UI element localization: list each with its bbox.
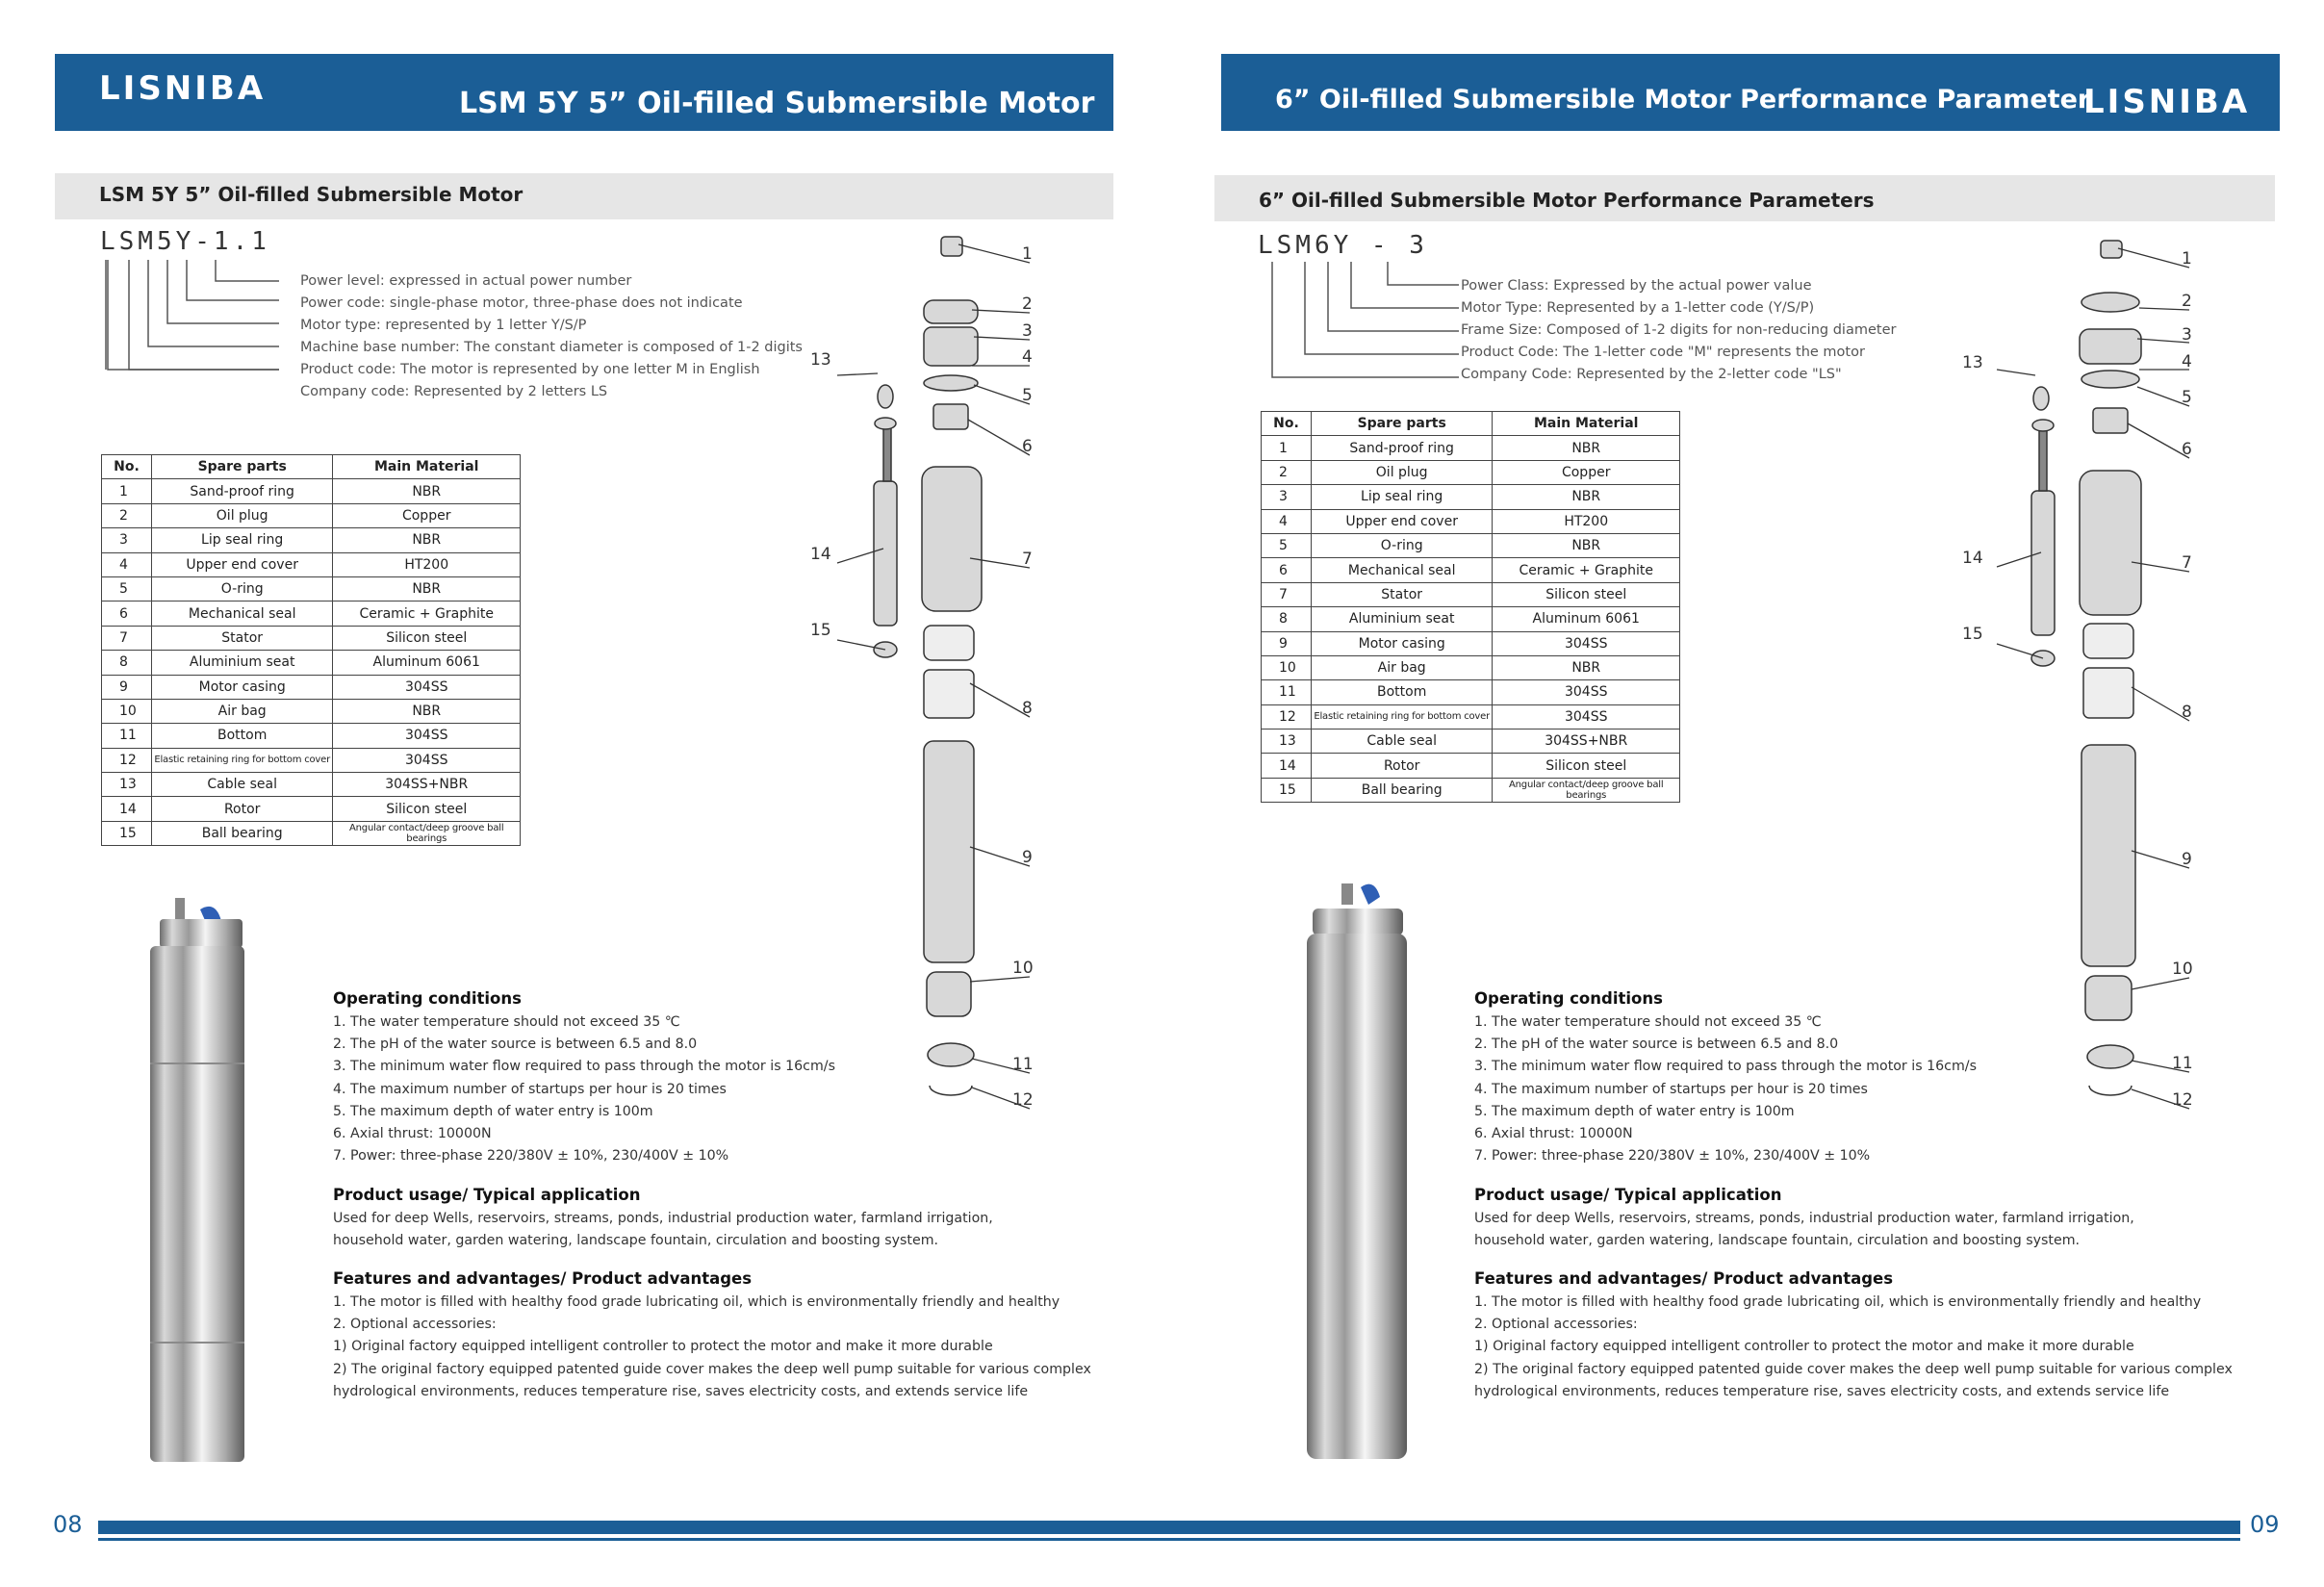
diagram-callouts <box>1962 249 2193 1110</box>
features-line: 2. Optional accessories: <box>1474 1317 1638 1333</box>
table-row <box>102 821 521 845</box>
table-row <box>102 748 521 772</box>
spare-part-name: Bottom <box>1311 680 1493 704</box>
left-model-code: LSM5Y-1.1 <box>100 227 270 256</box>
table-row <box>102 675 521 699</box>
row-number: 8 <box>102 651 152 675</box>
model-desc-line: Company Code: Represented by the 2-letter code "LS" <box>1461 367 1842 382</box>
operating-item: 2. The pH of the water source is between 6.5 and 8.0 <box>1474 1037 1839 1053</box>
main-material: NBR <box>333 528 521 552</box>
operating-item: 3. The minimum water flow required to pass through the motor is 16cm/s <box>1474 1059 1977 1075</box>
spare-part-name: Air bag <box>151 699 333 723</box>
left-usage-title: Product usage/ Typical application <box>333 1186 641 1204</box>
usage-line: household water, garden watering, landscape fountain, circulation and boosting system. <box>333 1233 939 1249</box>
diagram-label: 8 <box>2182 703 2192 722</box>
left-features-title: Features and advantages/ Product advantages <box>333 1269 753 1288</box>
row-number: 3 <box>102 528 152 552</box>
table-row <box>1262 730 1680 754</box>
left-header-title: LSM 5Y 5” Oil-filled Submersible Motor <box>459 87 1095 120</box>
spare-part-name: Stator <box>1311 582 1493 606</box>
operating-item: 7. Power: three-phase 220/380V ± 10%, 230/400V ± 10% <box>1474 1148 1871 1165</box>
operating-item: 4. The maximum number of startups per hour is 20 times <box>1474 1081 1868 1097</box>
features-line: 2) The original factory equipped patented guide cover makes the deep well pump suitable for various complex <box>1474 1361 2233 1377</box>
row-number: 7 <box>1262 582 1312 606</box>
row-number: 5 <box>102 576 152 601</box>
row-number: 7 <box>102 626 152 650</box>
model-desc-line: Motor Type: Represented by a 1-letter code (Y/S/P) <box>1461 300 1815 316</box>
main-material: NBR <box>1493 436 1680 460</box>
table-row <box>102 552 521 576</box>
table-row <box>1262 558 1680 582</box>
table-row <box>102 724 521 748</box>
diagram-label: 1 <box>2182 249 2192 269</box>
main-material: Silicon steel <box>1493 582 1680 606</box>
footer-rule <box>98 1538 2240 1541</box>
diagram-label: 14 <box>810 545 831 564</box>
operating-item: 7. Power: three-phase 220/380V ± 10%, 230/400V ± 10% <box>333 1148 729 1165</box>
spare-part-name: Lip seal ring <box>1311 485 1493 509</box>
operating-item: 5. The maximum depth of water entry is 100m <box>1474 1103 1795 1119</box>
spare-part-name: Elastic retaining ring for bottom cover <box>1311 704 1493 729</box>
row-number: 10 <box>102 699 152 723</box>
main-material: Silicon steel <box>1493 754 1680 778</box>
right-operating-list <box>1474 1011 1977 1167</box>
right-header-bar <box>1221 54 2280 131</box>
diagram-label: 1 <box>1022 244 1033 264</box>
row-number: 5 <box>1262 533 1312 557</box>
row-number: 9 <box>1262 631 1312 655</box>
spare-part-name: Bottom <box>151 724 333 748</box>
table-row <box>102 576 521 601</box>
spare-part-name: Cable seal <box>1311 730 1493 754</box>
diagram-label: 2 <box>1022 294 1033 314</box>
diagram-label: 13 <box>1962 353 1983 372</box>
table-row <box>1262 655 1680 679</box>
main-material: Copper <box>1493 460 1680 484</box>
model-desc-line: Product code: The motor is represented by one letter M in English <box>300 362 760 377</box>
spare-part-name: Oil plug <box>151 503 333 527</box>
main-material: 304SS+NBR <box>333 773 521 797</box>
left-parts-table <box>101 454 521 846</box>
table-row <box>1262 778 1680 802</box>
spare-part-name: Cable seal <box>151 773 333 797</box>
main-material: Silicon steel <box>333 626 521 650</box>
left-section-title: LSM 5Y 5” Oil-filled Submersible Motor <box>99 183 524 206</box>
table-row <box>102 699 521 723</box>
diagram-label: 12 <box>1012 1090 1034 1110</box>
main-material: HT200 <box>333 552 521 576</box>
diagram-label: 11 <box>1012 1055 1034 1074</box>
row-number: 2 <box>102 503 152 527</box>
right-usage-title: Product usage/ Typical application <box>1474 1186 1782 1204</box>
main-material: 304SS <box>333 748 521 772</box>
table-row <box>102 503 521 527</box>
left-operating-title: Operating conditions <box>333 989 522 1008</box>
features-line: hydrological environments, reduces temperature rise, saves electricity costs, and extends service life <box>333 1383 1029 1399</box>
table-row <box>102 626 521 650</box>
model-desc-line: Power level: expressed in actual power number <box>300 273 632 289</box>
row-number: 10 <box>1262 655 1312 679</box>
diagram-label: 10 <box>2172 960 2193 979</box>
row-number: 12 <box>1262 704 1312 729</box>
main-material: Ceramic + Graphite <box>333 602 521 626</box>
main-material: Ceramic + Graphite <box>1493 558 1680 582</box>
table-row <box>1262 533 1680 557</box>
spare-part-name: Sand-proof ring <box>151 479 333 503</box>
table-row <box>1262 509 1680 533</box>
operating-item: 6. Axial thrust: 10000N <box>333 1125 492 1141</box>
diagram-label: 13 <box>810 350 831 370</box>
right-model-code: LSM6Y - 3 <box>1258 231 1428 260</box>
col-header-spare-parts: Spare parts <box>151 455 333 479</box>
left-usage-text <box>333 1208 993 1252</box>
spare-part-name: Stator <box>151 626 333 650</box>
operating-item: 5. The maximum depth of water entry is 100m <box>333 1103 653 1119</box>
table-row <box>1262 607 1680 631</box>
table-row <box>1262 680 1680 704</box>
diagram-label: 4 <box>2182 352 2192 371</box>
right-page-number: 09 <box>2250 1511 2280 1538</box>
spare-part-name: Ball bearing <box>1311 778 1493 802</box>
model-desc-line: Company code: Represented by 2 letters LS <box>300 384 608 399</box>
left-motor-photo <box>144 890 250 1468</box>
left-model-description <box>300 270 803 403</box>
right-parts-table <box>1261 411 1680 803</box>
spare-part-name: Rotor <box>1311 754 1493 778</box>
diagram-label: 6 <box>1022 437 1033 456</box>
table-row <box>102 773 521 797</box>
table-row <box>1262 582 1680 606</box>
row-number: 12 <box>102 748 152 772</box>
right-section-bar <box>1214 175 2275 221</box>
row-number: 15 <box>1262 778 1312 802</box>
row-number: 13 <box>102 773 152 797</box>
row-number: 11 <box>102 724 152 748</box>
table-row <box>1262 436 1680 460</box>
usage-line: household water, garden watering, landscape fountain, circulation and boosting system. <box>1474 1233 2081 1249</box>
spare-part-name: Upper end cover <box>151 552 333 576</box>
row-number: 1 <box>1262 436 1312 460</box>
right-section-title: 6” Oil-filled Submersible Motor Performance Parameters <box>1259 189 1875 212</box>
row-number: 9 <box>102 675 152 699</box>
spare-part-name: Air bag <box>1311 655 1493 679</box>
main-material: NBR <box>1493 655 1680 679</box>
model-desc-line: Motor type: represented by 1 letter Y/S/P <box>300 318 587 333</box>
main-material: 304SS <box>1493 631 1680 655</box>
col-header-no: No. <box>102 455 152 479</box>
diagram-label: 5 <box>1022 386 1033 405</box>
spare-part-name: Rotor <box>151 797 333 821</box>
main-material: 304SS <box>333 724 521 748</box>
col-header-no: No. <box>1262 412 1312 436</box>
left-logo: LISNIBA <box>99 69 267 108</box>
usage-line: Used for deep Wells, reservoirs, streams, ponds, industrial production water, farmland irrigation, <box>333 1211 993 1226</box>
spare-part-name: Aluminium seat <box>151 651 333 675</box>
table-row <box>102 651 521 675</box>
right-header-title: 6” Oil-filled Submersible Motor Performance Parameter <box>1275 85 2091 115</box>
diagram-label: 6 <box>2182 440 2192 459</box>
operating-item: 6. Axial thrust: 10000N <box>1474 1125 1633 1141</box>
features-line: 2. Optional accessories: <box>333 1317 497 1333</box>
row-number: 4 <box>1262 509 1312 533</box>
row-number: 6 <box>1262 558 1312 582</box>
row-number: 3 <box>1262 485 1312 509</box>
row-number: 14 <box>1262 754 1312 778</box>
right-features-title: Features and advantages/ Product advantages <box>1474 1269 1894 1288</box>
main-material: Angular contact/deep groove ball bearings <box>333 821 521 845</box>
left-header-bar <box>55 54 1113 131</box>
spare-part-name: Upper end cover <box>1311 509 1493 533</box>
diagram-label: 7 <box>2182 553 2192 573</box>
diagram-label: 9 <box>1022 848 1033 867</box>
right-usage-text <box>1474 1208 2134 1252</box>
row-number: 11 <box>1262 680 1312 704</box>
table-row <box>1262 485 1680 509</box>
model-desc-line: Machine base number: The constant diameter is composed of 1-2 digits <box>300 340 803 355</box>
main-material: NBR <box>1493 533 1680 557</box>
spare-part-name: Sand-proof ring <box>1311 436 1493 460</box>
row-number: 1 <box>102 479 152 503</box>
model-desc-line: Power Class: Expressed by the actual power value <box>1461 278 1812 294</box>
diagram-label: 3 <box>2182 325 2192 345</box>
row-number: 15 <box>102 821 152 845</box>
features-line: 2) The original factory equipped patented guide cover makes the deep well pump suitable for various complex <box>333 1361 1091 1377</box>
operating-item: 3. The minimum water flow required to pass through the motor is 16cm/s <box>333 1059 835 1075</box>
main-material: NBR <box>1493 485 1680 509</box>
row-number: 4 <box>102 552 152 576</box>
row-number: 13 <box>1262 730 1312 754</box>
diagram-label: 4 <box>1022 347 1033 367</box>
row-number: 14 <box>102 797 152 821</box>
features-line: 1) Original factory equipped intelligent controller to protect the motor and make it more durable <box>1474 1339 2134 1355</box>
col-header-material: Main Material <box>1493 412 1680 436</box>
diagram-label: 7 <box>1022 550 1033 569</box>
main-material: Copper <box>333 503 521 527</box>
right-operating-title: Operating conditions <box>1474 989 1663 1008</box>
diagram-label: 15 <box>810 621 831 640</box>
table-row <box>102 797 521 821</box>
right-exploded-diagram <box>1958 235 2209 1120</box>
left-model-tree <box>96 252 308 377</box>
row-number: 8 <box>1262 607 1312 631</box>
row-number: 6 <box>102 602 152 626</box>
model-desc-line: Power code: single-phase motor, three-phase does not indicate <box>300 295 743 311</box>
spare-part-name: Motor casing <box>1311 631 1493 655</box>
diagram-label: 2 <box>2182 292 2192 311</box>
left-page-number: 08 <box>53 1511 83 1538</box>
main-material: 304SS <box>333 675 521 699</box>
operating-item: 1. The water temperature should not exceed 35 ℃ <box>1474 1014 1822 1030</box>
main-material: Aluminum 6061 <box>333 651 521 675</box>
main-material: NBR <box>333 699 521 723</box>
diagram-label: 9 <box>2182 850 2192 869</box>
diagram-label: 10 <box>1012 959 1034 978</box>
usage-line: Used for deep Wells, reservoirs, streams, ponds, industrial production water, farmland irrigation, <box>1474 1211 2134 1226</box>
table-row <box>1262 460 1680 484</box>
table-row <box>102 479 521 503</box>
right-features-list <box>1474 1292 2233 1403</box>
main-material: Aluminum 6061 <box>1493 607 1680 631</box>
main-material: 304SS <box>1493 704 1680 729</box>
main-material: HT200 <box>1493 509 1680 533</box>
main-material: Silicon steel <box>333 797 521 821</box>
model-desc-line: Product Code: The 1-letter code "M" represents the motor <box>1461 345 1865 360</box>
left-exploded-diagram <box>799 231 1049 1116</box>
main-material: NBR <box>333 479 521 503</box>
left-operating-list <box>333 1011 835 1167</box>
left-section-bar <box>55 173 1113 219</box>
table-row <box>102 528 521 552</box>
diagram-label: 3 <box>1022 321 1033 341</box>
main-material: 304SS+NBR <box>1493 730 1680 754</box>
spare-part-name: Mechanical seal <box>151 602 333 626</box>
diagram-label: 5 <box>2182 388 2192 407</box>
spare-part-name: Mechanical seal <box>1311 558 1493 582</box>
operating-item: 1. The water temperature should not exceed 35 ℃ <box>333 1014 680 1030</box>
operating-item: 4. The maximum number of startups per hour is 20 times <box>333 1081 727 1097</box>
operating-item: 2. The pH of the water source is between 6.5 and 8.0 <box>333 1037 698 1053</box>
table-row <box>1262 754 1680 778</box>
table-row <box>1262 631 1680 655</box>
features-line: 1. The motor is filled with healthy food grade lubricating oil, which is environmentally friendly and healthy <box>333 1294 1060 1310</box>
diagram-label: 8 <box>1022 699 1033 718</box>
main-material: Angular contact/deep groove ball bearings <box>1493 778 1680 802</box>
main-material: NBR <box>333 576 521 601</box>
diagram-label: 11 <box>2172 1054 2193 1073</box>
spare-part-name: Ball bearing <box>151 821 333 845</box>
spare-part-name: Oil plug <box>1311 460 1493 484</box>
spare-part-name: O-ring <box>151 576 333 601</box>
spare-part-name: Lip seal ring <box>151 528 333 552</box>
features-line: 1) Original factory equipped intelligent controller to protect the motor and make it more durable <box>333 1339 993 1355</box>
col-header-spare-parts: Spare parts <box>1311 412 1493 436</box>
diagram-label: 12 <box>2172 1090 2193 1110</box>
col-header-material: Main Material <box>333 455 521 479</box>
row-number: 2 <box>1262 460 1312 484</box>
features-line: hydrological environments, reduces temperature rise, saves electricity costs, and extends service life <box>1474 1383 2170 1399</box>
features-line: 1. The motor is filled with healthy food grade lubricating oil, which is environmentally friendly and healthy <box>1474 1294 2202 1310</box>
right-model-tree <box>1251 256 1472 391</box>
right-motor-photo <box>1303 876 1411 1465</box>
footer-bar <box>98 1521 2240 1534</box>
spare-part-name: Motor casing <box>151 675 333 699</box>
model-desc-line: Frame Size: Composed of 1-2 digits for non-reducing diameter <box>1461 322 1897 338</box>
main-material: 304SS <box>1493 680 1680 704</box>
spare-part-name: O-ring <box>1311 533 1493 557</box>
diagram-label: 15 <box>1962 625 1983 644</box>
right-logo: LISNIBA <box>2083 83 2251 121</box>
table-row <box>1262 704 1680 729</box>
diagram-label: 14 <box>1962 549 1983 568</box>
left-features-list <box>333 1292 1091 1403</box>
right-model-description <box>1461 275 1896 386</box>
table-row <box>102 602 521 626</box>
spare-part-name: Aluminium seat <box>1311 607 1493 631</box>
spare-part-name: Elastic retaining ring for bottom cover <box>151 748 333 772</box>
